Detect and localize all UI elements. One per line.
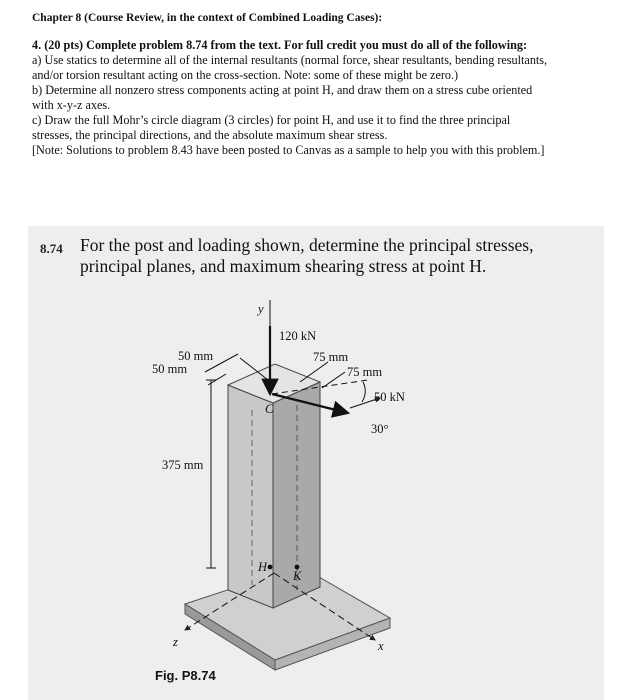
axis-z-label: z <box>173 635 178 649</box>
problem-note: [Note: Solutions to problem 8.43 have been posted to Canvas as a sample to help you with this problem.] <box>32 143 545 157</box>
load-vertical-label: 120 kN <box>279 329 317 343</box>
dimension-height: 375 mm <box>162 458 204 472</box>
point-k-label: K <box>293 569 302 583</box>
figure-problem-statement: For the post and loading shown, determine the principal stresses, principal planes, and maximum shearing stress at point H. <box>80 235 534 276</box>
dimension-50mm-upper: 50 mm <box>178 349 214 363</box>
problem-part-b: b) Determine all nonzero stress components acting at point H, and draw them on a stress cube oriented with x-y-z axes. <box>32 83 533 112</box>
chapter-heading: Chapter 8 (Course Review, in the context of Combined Loading Cases): <box>32 12 383 24</box>
dimension-50mm-lower: 50 mm <box>152 362 188 376</box>
dimension-75mm-upper: 75 mm <box>313 350 349 364</box>
point-h-label: H <box>258 560 268 574</box>
angle-label: 30° <box>371 422 389 436</box>
load-horizontal-label: 50 kN <box>374 390 405 404</box>
problem-part-c: c) Draw the full Mohr’s circle diagram (3 circles) for point H, and use it to find the three principal stresses, the principal directions, and the absolute maximum shear stress. <box>32 113 511 142</box>
axis-y-label: y <box>258 302 264 316</box>
dimension-75mm-lower: 75 mm <box>347 365 383 379</box>
problem-title: 4. (20 pts) Complete problem 8.74 from the text. For full credit you must do all of the following: <box>32 38 528 52</box>
point-c-label: C <box>265 402 274 416</box>
figure-problem-number: 8.74 <box>40 241 63 256</box>
axis-x-label: x <box>378 639 384 653</box>
point-h-marker <box>268 565 273 570</box>
figure-caption: Fig. P8.74 <box>155 668 216 683</box>
problem-part-a: a) Use statics to determine all of the internal resultants (normal force, shear resultants, bending resultants, and/or torsion resultant acting on the cross-section. Note: some of these might be zero.) <box>32 53 548 82</box>
post-body <box>228 364 320 608</box>
